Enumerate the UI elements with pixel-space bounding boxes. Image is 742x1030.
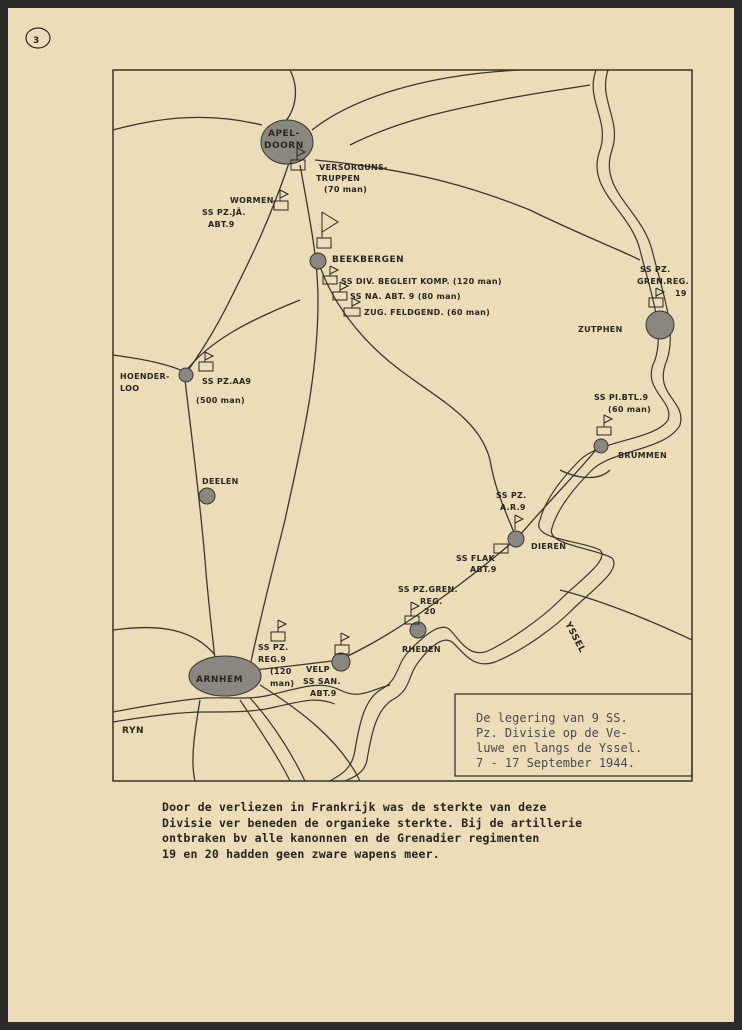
flag-pz-gren20: [405, 602, 419, 624]
unit-na-abt: SS NA. ABT. 9 (80 man): [350, 292, 461, 301]
label-hoenderloo: HOENDER-LOO: [120, 372, 170, 393]
unit-pz-gren20: SS PZ.GREN. REG. 20: [398, 585, 458, 616]
dieren-town: [508, 531, 524, 547]
unit-pz-aa: SS PZ.AA9 (500 man): [196, 377, 252, 405]
caption-line-4: 19 en 20 hadden geen zware wapens meer.: [162, 846, 440, 861]
unit-pz-ar: SS PZ. A.R.9: [496, 491, 527, 512]
legend-line-4: 7 - 17 September 1944.: [476, 756, 635, 770]
brummen-town: [594, 439, 608, 453]
label-yssel: YSSEL: [562, 620, 587, 655]
unit-wormen: WORMEN SS PZ.JÄ. ABT.9: [202, 196, 274, 229]
label-ryn: RYN: [122, 726, 144, 736]
label-deelen: DEELEN: [202, 477, 239, 486]
unit-flak: SS FLAK ABT.9: [456, 554, 497, 574]
flag-beekbergen: [317, 212, 338, 248]
legend-line-2: Pz. Divisie op de Ve-: [476, 726, 628, 740]
caption-text: [162, 800, 702, 862]
label-beekbergen: BEEKBERGEN: [332, 255, 405, 265]
flag-velp: [335, 633, 349, 654]
unit-div-begleit: SS DIV. BEGLEIT KOMP. (120 man): [341, 277, 502, 286]
label-dieren: DIEREN: [531, 542, 567, 551]
hoenderloo-town: [179, 368, 193, 382]
caption-line-1: Door de verliezen in Frankrijk was de sterkte van deze: [162, 800, 547, 814]
legend-line-3: luwe en langs de Yssel.: [476, 741, 643, 755]
caption-line-2: Divisie ver beneden de organieke sterkte. Bij de artillerie: [162, 815, 583, 830]
label-brummen: BRUMMEN: [618, 451, 667, 460]
label-arnhem: ARNHEM: [196, 675, 244, 685]
legend-box: [455, 694, 692, 776]
unit-pz-gren: SS PZ. GREN.REG. 19: [637, 265, 689, 298]
caption-line-3: ontbraken bv alle kanonnen en de Grenadier regimenten: [162, 831, 540, 845]
beekbergen-town: [310, 253, 326, 269]
label-rheden: RHEDEN: [402, 645, 441, 654]
flag-pz-reg9: [271, 620, 286, 641]
unit-pz-reg9: SS PZ. REG.9 (120 man): [258, 643, 295, 688]
legend-line-1: De legering van 9 SS.: [476, 711, 628, 725]
deelen-town: [199, 488, 215, 504]
zutphen-town: [646, 311, 674, 339]
label-zutphen: ZUTPHEN: [578, 325, 623, 334]
unit-pi-btl: SS PI.BTL.9 (60 man): [594, 393, 652, 414]
page-number: 3: [33, 36, 40, 46]
label-velp: VELP: [306, 665, 330, 674]
unit-san-abt: SS SAN. ABT.9: [303, 677, 341, 698]
unit-versorgung: VERSORGUNS-TRUPPEN (70 man): [316, 163, 388, 194]
label-apeldoorn: APEL-DOORN: [264, 129, 304, 151]
flag-div-begleit: [323, 266, 338, 284]
flag-pi-btl: [597, 415, 612, 435]
unit-feldgend: ZUG. FELDGEND. (60 man): [364, 308, 491, 317]
velp-town: [332, 653, 350, 671]
